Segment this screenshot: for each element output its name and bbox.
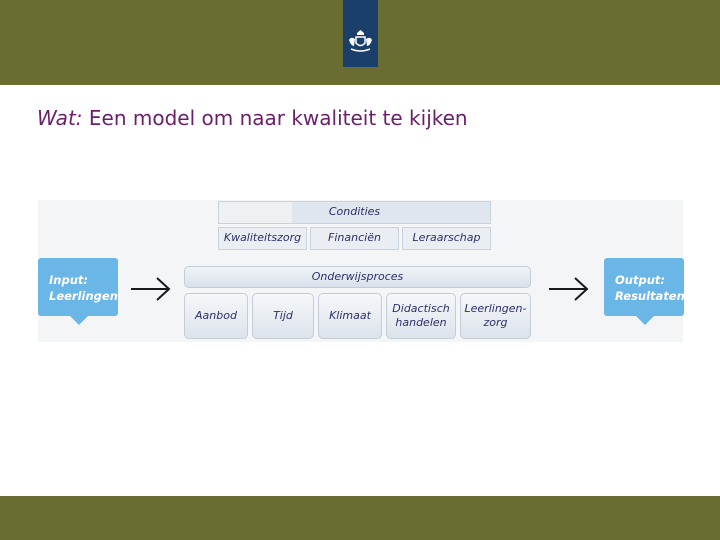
process-item xyxy=(386,293,456,339)
condition-item-label: Financiën xyxy=(328,231,381,245)
output-bubble-title: Output: xyxy=(615,273,665,287)
process-item xyxy=(184,293,248,339)
right-arrow-icon xyxy=(128,274,174,304)
input-bubble-title: Input: xyxy=(49,273,88,287)
conditions-header-label: Condities xyxy=(328,205,381,219)
input-bubble xyxy=(38,258,118,316)
process-item xyxy=(318,293,382,339)
right-arrow-icon xyxy=(546,274,592,304)
condition-item xyxy=(218,227,307,250)
process-item xyxy=(252,293,314,339)
condition-item xyxy=(402,227,491,250)
condition-item-label: Kwaliteitszorg xyxy=(223,231,302,245)
process-item-label: Leerlingen- zorg xyxy=(464,301,527,329)
process-header-label: Onderwijsproces xyxy=(311,269,404,283)
output-bubble-label: Resultaten xyxy=(615,289,685,304)
conditions-header xyxy=(218,201,491,224)
input-bubble-label: Leerlingen xyxy=(49,289,118,304)
condition-item xyxy=(310,227,399,250)
process-item-label: Klimaat xyxy=(329,308,371,322)
process-item xyxy=(460,293,531,339)
process-item-label: Aanbod xyxy=(195,308,237,322)
process-item-label: Didactisch handelen xyxy=(392,301,450,329)
slide-title-question: Wat: xyxy=(37,106,83,130)
slide-title-text: Een model om naar kwaliteit te kijken xyxy=(82,106,468,130)
royal-coat-of-arms-icon xyxy=(347,30,374,54)
government-logo xyxy=(343,0,378,67)
condition-item-label: Leraarschap xyxy=(412,231,481,245)
process-header xyxy=(184,266,531,288)
process-item-label: Tijd xyxy=(273,308,293,322)
slide-title xyxy=(37,106,468,130)
footer-bar xyxy=(0,496,720,540)
output-bubble xyxy=(604,258,684,316)
